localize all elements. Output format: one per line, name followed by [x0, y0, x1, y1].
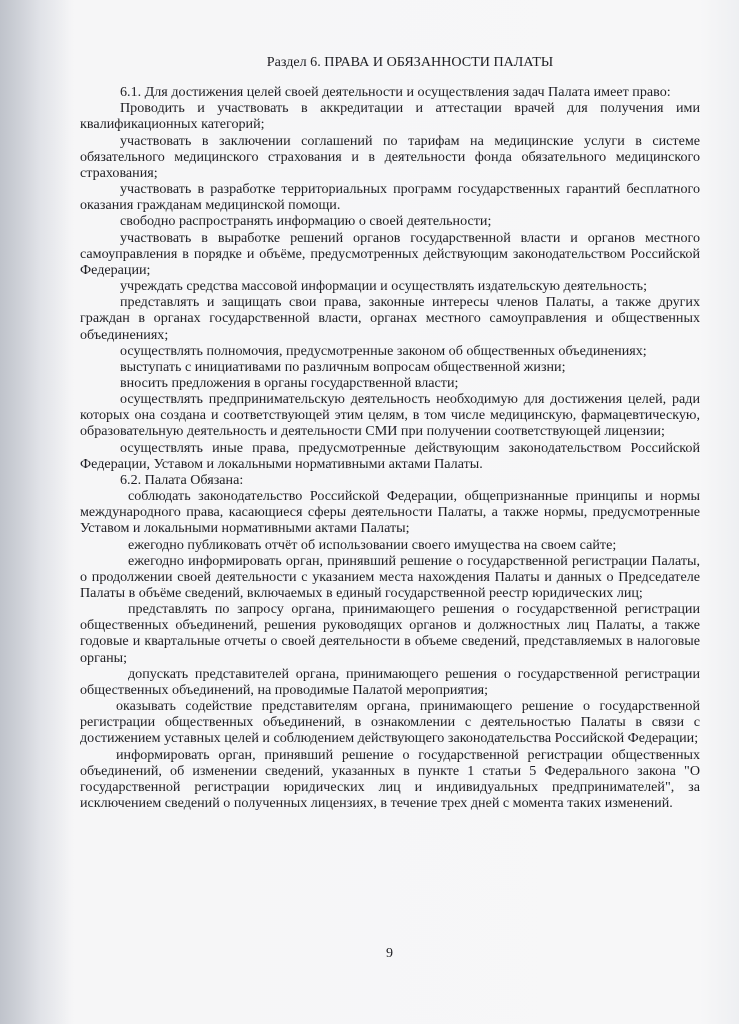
paragraph: осуществлять предпринимательскую деятельность необходимую для достижения целей, ради которых она создана и соответствующей этим целям, в том числе медицинскую, фармацевтическую, образовательную деятельность и деятельности СМИ при получении соответствующей лицензии; [80, 391, 700, 440]
paragraph: Проводить и участвовать в аккредитации и аттестации врачей для получения ими квалификационных категорий; [80, 100, 700, 133]
paragraph: представлять по запросу органа, принимающего решения о государственной регистрации общественных объединений, решения руководящих органов и должностных лиц Палаты, а также годовые и квартальные отчеты о своей деятельности в объеме сведений, представляемых в налоговые органы; [80, 601, 700, 666]
paragraph: вносить предложения в органы государственной власти; [120, 374, 459, 391]
document-body [80, 54, 700, 811]
paragraph: соблюдать законодательство Российской Федерации, общепризнанные принципы и нормы международного права, касающиеся сферы деятельности Палаты, а также нормы, предусмотренные Уставом и локальными нормативными актами Палаты; [80, 488, 700, 537]
paragraph: осуществлять иные права, предусмотренные действующим законодательством Российской Федерации, Уставом и локальными нормативными актами Палаты. [80, 439, 700, 472]
paragraph: осуществлять полномочия, предусмотренные законом об общественных объединениях; [120, 342, 647, 359]
paragraph: выступать с инициативами по различным вопросам общественной жизни; [120, 358, 566, 375]
paragraph: 6.1. Для достижения целей своей деятельности и осуществления задач Палата имеет право: [120, 84, 671, 101]
paragraph: участвовать в заключении соглашений по тарифам на медицинские услуги в системе обязательного медицинского страхования и в деятельности фонда обязательного медицинского страхования; [80, 132, 700, 181]
paragraph: ежегодно публиковать отчёт об использовании своего имущества на своем сайте; [128, 536, 617, 553]
paragraph: свободно распространять информацию о своей деятельности; [120, 213, 492, 230]
paragraph: участвовать в разработке территориальных программ государственных гарантий бесплатного оказания гражданам медицинской помощи. [80, 181, 700, 214]
paragraph: 6.2. Палата Обязана: [120, 471, 244, 488]
section-heading: Раздел 6. ПРАВА И ОБЯЗАННОСТИ ПАЛАТЫ [266, 54, 554, 70]
paragraph: учреждать средства массовой информации и осуществлять издательскую деятельность; [120, 278, 648, 295]
page-number: 9 [386, 946, 393, 961]
paragraph: ежегодно информировать орган, принявший решение о государственной регистрации Палаты, о продолжении своей деятельности с указанием места нахождения Палаты и данных о Председателе Палаты в объёме сведений, включаемых в единый государственной реестр юридических лиц; [80, 552, 700, 601]
paragraph: оказывать содействие представителям органа, принимающего решение о государственной регистрации общественных объединений, в ознакомлении с деятельностью Палаты в связи с достижением уставных целей и соблюдением действующего законодательства Российской Федерации; [80, 698, 700, 747]
paragraph: информировать орган, принявший решение о государственной регистрации общественных объединений, об изменении сведений, указанных в пункте 1 статьи 5 Федерального закона "О государственной регистрации юридических лиц и индивидуальных предпринимателей", за исключением сведений о полученных лицензиях, в течение трех дней с момента таких изменений. [80, 746, 700, 812]
paragraph: допускать представителей органа, принимающего решения о государственной регистрации общественных объединений, на проводимые Палатой мероприятия; [80, 665, 700, 698]
page-binding-shadow [0, 0, 70, 1024]
paragraph: участвовать в выработке решений органов государственной власти и органов местного самоуправления в порядке и объёме, предусмотренных действующим законодательством Российской Федерации; [80, 229, 700, 278]
paragraph: представлять и защищать свои права, законные интересы членов Палаты, а также других граждан в органах государственной власти, органах местного самоуправления и общественных объединениях; [80, 294, 700, 343]
